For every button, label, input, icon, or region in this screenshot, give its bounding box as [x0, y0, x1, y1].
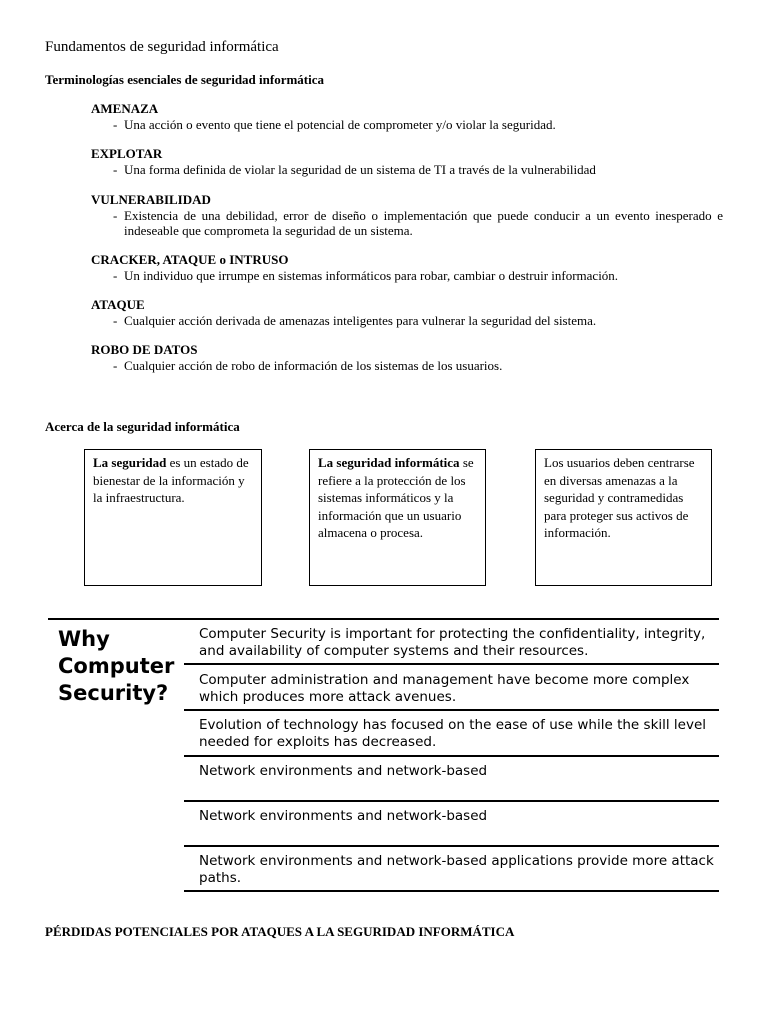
- about-heading: Acerca de la seguridad informática: [45, 419, 240, 434]
- term-robo-de-datos: [91, 342, 723, 373]
- info-box-2: La seguridad informática se refiere a la protección de los sistemas informáticos y la información que un usuario almacena o procesa.: [309, 449, 486, 586]
- term-definition: - Una acción o evento que tiene el potencial de comprometer y/o violar la seguridad.: [113, 117, 556, 132]
- why-row: Network environments and network-based applications provide more attack paths.: [199, 853, 714, 886]
- term-name: VULNERABILIDAD: [91, 192, 211, 207]
- term-ataque: [91, 297, 723, 328]
- term-name: AMENAZA: [91, 101, 159, 116]
- term-definition: - Cualquier acción derivada de amenazas inteligentes para vulnerar la seguridad del sistema.: [113, 313, 597, 328]
- losses-heading: PÉRDIDAS POTENCIALES POR ATAQUES A LA SEGURIDAD INFORMÁTICA: [45, 924, 515, 939]
- why-row: Network environments and network-based: [199, 763, 488, 779]
- term-name: CRACKER, ATAQUE o INTRUSO: [91, 252, 289, 267]
- term-name: ATAQUE: [91, 297, 145, 312]
- why-row-rule: [184, 845, 719, 847]
- why-row: Computer administration and management have become more complex which produces more attack avenues.: [199, 672, 690, 705]
- info-box-1: La seguridad es un estado de bienestar de la información y la infraestructura.: [84, 449, 262, 586]
- term-vulnerabilidad: [91, 192, 723, 238]
- why-row-rule: [184, 755, 719, 757]
- why-row-rule: [184, 663, 719, 665]
- term-definition: - Un individuo que irrumpe en sistemas informáticos para robar, cambiar o destruir información.: [113, 268, 619, 283]
- why-row-rule: [184, 800, 719, 802]
- term-name: ROBO DE DATOS: [91, 342, 198, 357]
- term-definition: - Una forma definida de violar la seguridad de un sistema de TI a través de la vulnerabilidad: [113, 162, 596, 177]
- why-bottom-rule: [184, 890, 719, 892]
- term-explotar: [91, 146, 723, 177]
- why-row: Computer Security is important for protecting the confidentiality, integrity, and availability of computer systems and their resources.: [199, 626, 706, 659]
- document-title: Fundamentos de seguridad informática: [45, 39, 279, 55]
- why-row-rule: [184, 709, 719, 711]
- term-name: EXPLOTAR: [91, 146, 163, 161]
- term-definition: - Cualquier acción de robo de información de los sistemas de los usuarios.: [113, 358, 503, 373]
- why-row: Evolution of technology has focused on the ease of use while the skill level needed for exploits has decreased.: [199, 717, 707, 750]
- why-top-rule: [48, 618, 719, 620]
- terminology-heading: Terminologías esenciales de seguridad informática: [45, 72, 325, 87]
- info-box-3: Los usuarios deben centrarse en diversas amenazas a la seguridad y contramedidas para proteger sus activos de información.: [535, 449, 712, 586]
- term-cracker: [91, 252, 723, 283]
- why-title: Why Computer Security?: [58, 627, 175, 705]
- why-row: Network environments and network-based: [199, 808, 488, 824]
- term-definition: - Existencia de una debilidad, error de diseño o implementación que puede conducir a un evento inesperado e indeseable que comprometa la seguridad de un sistema.: [113, 208, 723, 238]
- term-amenaza: [91, 101, 723, 132]
